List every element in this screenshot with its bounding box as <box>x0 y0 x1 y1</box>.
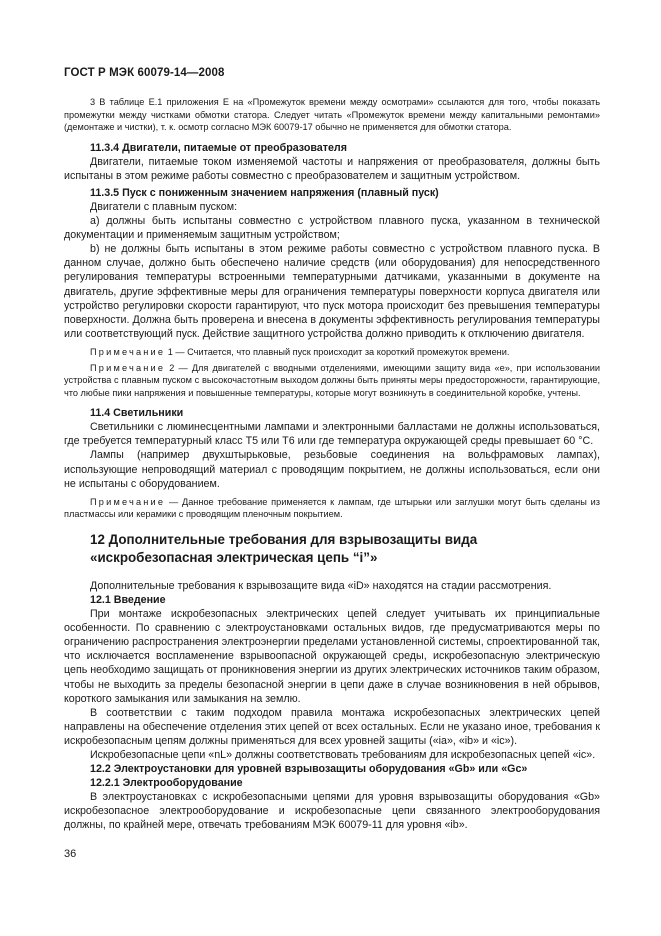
section-heading-12 <box>64 531 600 567</box>
paragraph: Дополнительные требования к взрывозащите вида «iD» находятся на стадии рассмотрения. <box>90 579 552 592</box>
note-text: 1 — Считается, что плавный пуск происходит за короткий промежуток времени. <box>165 346 510 357</box>
paragraph: Искробезопасные цепи «nL» должны соответствовать требованиям для искробезопасных цепей «ic». <box>90 748 596 761</box>
section-heading-12-1: 12.1 Введение <box>90 594 166 607</box>
note-lamps <box>64 496 600 521</box>
paragraph: Двигатели с плавным пуском: <box>90 200 238 213</box>
note-2 <box>64 362 600 400</box>
note-label: Примечание <box>90 362 166 373</box>
note-label: Примечание <box>90 346 166 357</box>
list-item-a: a) должны быть испытаны совместно с устройством плавного пуска, указанном в технической документации и применяемым защитным устройством; <box>64 215 600 242</box>
note-text: 2 — Для двигателей с вводными отделениями, имеющими защиту вида «е», при использовании устройства с плавным пуском с высокочастотным выходом должны быть приняты меры предосторожности, гарантирующие, что любые пики напряжения и повышенные температуры, которые могут возникнуть в соединительной коробке, учтены. <box>64 362 600 398</box>
section-heading-11-3-4: 11.3.4 Двигатели, питаемые от преобразователя <box>90 141 347 154</box>
section-heading-12-2: 12.2 Электроустановки для уровней взрывозащиты оборудования «Gb» или «Gc» <box>90 763 528 776</box>
section-heading-11-4: 11.4 Светильники <box>90 407 184 420</box>
section-heading-12-line1: 12 Дополнительные требования для взрывозащиты вида <box>90 531 478 547</box>
paragraph: Лампы (например двухштырьковые, резьбовые соединения на вольфрамовых лампах), использующие непроводящий материал с проводящим покрытием, не должны использоваться, если они не испытаны с оборудованием. <box>64 449 600 490</box>
paragraph: При монтаже искробезопасных электрических цепей следует учитывать их принципиальные особенности. По сравнению с электроустановками остальных видов, где предусматриваются меры по ограничению распространения электроэнергии пределами установленной системы, спроектированной так, что исключается воспламенение взрывоопасной окружающей среды, искробезопасную электрическую цепь необходимо защищать от проникновения энергии из других электрических источников таким образом, чтобы не выходить за пределы безопасной энергии в цепи даже в случае возникновения в ней обрывов, короткого замыкания или замыкания на землю. <box>64 608 601 705</box>
note-label: Примечание <box>90 496 166 507</box>
note-text: — Данное требование применяется к лампам, где штырьки или заглушки могут быть сделаны из пластмассы или керамики с проводящим пленочным покрытием. <box>64 496 600 520</box>
page-body <box>64 96 600 832</box>
list-item-b: b) не должны быть испытаны в этом режиме работы совместно с устройством плавного пуска. В данном случае, должно быть обеспечено наличие средств (или оборудования) для непосредственного регулирования температуры встроенными температурными датчиками, указанными в документе на двигатель, другие эффективные меры для ограничения температуры поверхности корпуса двигателя или устройство регулировки скорости гарантируют, что пуск мотора происходит без превышения температуры поверхности. Должна быть проверена и внесена в документы эффективность регулирования температуры или соответствующий пуск. Действие защитного устройства должно приводить к отключению двигателя. <box>64 243 600 340</box>
section-heading-12-line2: «искробезопасная электрическая цепь “i”» <box>90 549 378 565</box>
paragraph: В электроустановках с искробезопасными цепями для уровня взрывозащиты оборудования «Gb» искробезопасное электрооборудование и искробезопасные цепи связанного электрооборудования должны, по крайней мере, отвечать требованиям МЭК 60079-11 для уровня «ib». <box>64 791 600 832</box>
note-1 <box>64 346 600 359</box>
section-heading-12-2-1: 12.2.1 Электрооборудование <box>90 777 243 790</box>
note-3-paragraph: 3 В таблице Е.1 приложения Е на «Промежуток времени между осмотрами» ссылаются для того, чтобы показать промежутки между чистками обмотки статора. Следует читать «Промежуток времени между капитальными ремонтами» (демонтаже и чистки), т. к. осмотр согласно МЭК 60079-17 обычно не применяется для обмотки статора. <box>64 97 600 133</box>
paragraph: Светильники с люминесцентными лампами и электронными балластами не должны использоваться, где требуется температурный класс Т5 или Т6 или где температура окружающей среды превышает 60 °С. <box>64 421 600 448</box>
page-number: 36 <box>64 848 77 860</box>
section-heading-11-3-5: 11.3.5 Пуск с пониженным значением напряжения (плавный пуск) <box>90 186 439 199</box>
paragraph: Двигатели, питаемые током изменяемой частоты и напряжения от преобразователя, должны быть испытаны в этом режиме работы совместно с преобразователем и защитным устройством. <box>64 155 600 182</box>
paragraph: В соответствии с таким подходом правила монтажа искробезопасных электрических цепей направлены на обеспечение отделения этих цепей от всех остальных. Если не указано иное, требования к искробезопасным цепям должны применяться для всех уровней защиты («ia», «ib» и «ic»). <box>64 706 600 747</box>
document-header: ГОСТ Р МЭК 60079-14—2008 <box>64 67 225 79</box>
